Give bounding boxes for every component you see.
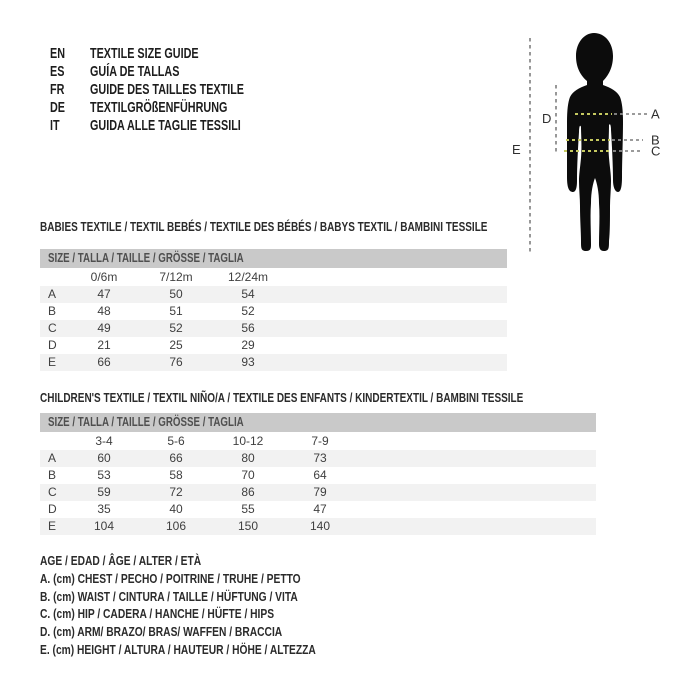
table-row: [40, 320, 507, 337]
measurement-value: 60: [97, 451, 111, 465]
measurement-value: 53: [97, 468, 111, 482]
measurement-value: 104: [93, 519, 115, 533]
legend-line: C. (cm) HIP / CADERA / HANCHE / HÜFTE / HIPS: [40, 607, 275, 622]
child-silhouette: [567, 33, 623, 251]
size-columns-row: [40, 432, 596, 450]
measurement-letter: D: [48, 338, 57, 352]
size-table-header: SIZE / TALLA / TAILLE / GRÖSSE / TAGLIA: [40, 413, 596, 432]
measurement-value: 66: [169, 451, 183, 465]
measurement-value: 140: [309, 519, 331, 533]
measurement-value: 52: [241, 304, 255, 318]
measurement-value: 47: [97, 287, 111, 301]
language-row: [50, 81, 304, 99]
measurement-value: 54: [241, 287, 255, 301]
measurement-letter: C: [48, 485, 57, 499]
measurement-letter: B: [48, 468, 57, 482]
section-title: CHILDREN'S TEXTILE / TEXTIL NIÑO/A / TEXTILE DES ENFANTS / KINDERTEXTIL / BAMBINI TESSILE: [40, 391, 524, 405]
measurement-value: 86: [241, 485, 255, 499]
table-row: [40, 354, 507, 371]
marker-label-a: A: [651, 106, 660, 122]
babies-textile-section: [40, 221, 599, 371]
measurement-letter: D: [48, 502, 57, 516]
language-row: [50, 45, 304, 63]
measurement-letter: A: [48, 287, 57, 301]
measurement-value: 106: [165, 519, 187, 533]
measurement-letter: B: [48, 304, 57, 318]
table-row: [40, 286, 507, 303]
measurement-value: 59: [97, 485, 111, 499]
measurement-value: 51: [169, 304, 183, 318]
language-list: [50, 45, 304, 135]
marker-label-c: C: [651, 143, 661, 159]
measurement-value: 73: [313, 451, 327, 465]
measurement-letter: E: [48, 519, 57, 533]
row-label-spacer: [40, 268, 68, 286]
measurement-value: 72: [169, 485, 183, 499]
measurement-value: 55: [241, 502, 255, 516]
language-code: DE: [50, 99, 66, 116]
table-row: [40, 450, 596, 467]
childrens-textile-section: [40, 392, 644, 535]
measurement-value: 76: [169, 355, 183, 369]
measurement-legend: [40, 553, 376, 660]
size-column-header: 7/12m: [159, 270, 193, 284]
measurement-value: 58: [169, 468, 183, 482]
language-row: [50, 117, 304, 135]
size-column-header: 12/24m: [227, 270, 269, 284]
table-row: [40, 337, 507, 354]
size-table: [40, 413, 596, 535]
measurement-value: 29: [241, 338, 255, 352]
measurement-value: 64: [313, 468, 327, 482]
legend-line: B. (cm) WAIST / CINTURA / TAILLE / HÜFTUNG / VITA: [40, 589, 298, 604]
size-table: [40, 249, 507, 371]
language-row: [50, 63, 304, 81]
table-row: [40, 303, 507, 320]
language-code: EN: [50, 45, 66, 62]
row-label-spacer: [40, 432, 68, 450]
table-row: [40, 501, 596, 518]
measurement-value: 150: [237, 519, 259, 533]
marker-label-d: D: [542, 111, 552, 126]
language-title: GUIDE DES TAILLES TEXTILE: [90, 81, 245, 98]
language-code: FR: [50, 81, 65, 98]
marker-label-e: E: [512, 142, 521, 157]
measurement-value: 79: [313, 485, 327, 499]
size-column-header: 3-4: [95, 434, 113, 448]
measurement-letter: C: [48, 321, 57, 335]
measurement-value: 35: [97, 502, 111, 516]
legend-line: A. (cm) CHEST / PECHO / POITRINE / TRUHE / PETTO: [40, 571, 301, 586]
language-title: TEXTILGRÖßENFÜHRUNG: [90, 99, 228, 116]
legend-line: AGE / EDAD / ÂGE / ALTER / ETÀ: [40, 554, 202, 568]
measurement-letter: A: [48, 451, 57, 465]
measurement-value: 40: [169, 502, 183, 516]
marker-label-b: B: [651, 132, 660, 148]
size-columns-row: [40, 268, 507, 286]
measurement-value: 21: [97, 338, 111, 352]
measurement-value: 50: [169, 287, 183, 301]
measurement-value: 70: [241, 468, 255, 482]
measurement-value: 56: [241, 321, 255, 335]
table-row: [40, 467, 596, 484]
size-column-header: 5-6: [167, 434, 185, 448]
size-column-header: 7-9: [311, 434, 329, 448]
measurement-value: 66: [97, 355, 111, 369]
language-code: IT: [50, 117, 60, 134]
legend-line: E. (cm) HEIGHT / ALTURA / HAUTEUR / HÖHE / ALTEZZA: [40, 642, 316, 657]
language-title: GUIDA ALLE TAGLIE TESSILI: [90, 117, 241, 134]
measurement-value: 25: [169, 338, 183, 352]
table-row: [40, 518, 596, 535]
language-code: ES: [50, 63, 65, 80]
language-row: [50, 99, 304, 117]
measurement-letter: E: [48, 355, 57, 369]
size-column-header: 0/6m: [90, 270, 118, 284]
measurement-value: 47: [313, 502, 327, 516]
legend-line: D. (cm) ARM/ BRAZO/ BRAS/ WAFFEN / BRACCIA: [40, 625, 283, 640]
measurement-value: 93: [241, 355, 255, 369]
language-title: GUÍA DE TALLAS: [90, 63, 180, 80]
language-title: TEXTILE SIZE GUIDE: [90, 45, 199, 62]
measurement-value: 80: [241, 451, 255, 465]
measurement-value: 48: [97, 304, 111, 318]
size-table-header: SIZE / TALLA / TAILLE / GRÖSSE / TAGLIA: [40, 249, 507, 268]
table-row: [40, 484, 596, 501]
section-title: BABIES TEXTILE / TEXTIL BEBÉS / TEXTILE DES BÉBÉS / BABYS TEXTIL / BAMBINI TESSILE: [40, 220, 488, 234]
measurement-value: 49: [97, 321, 111, 335]
measurement-value: 52: [169, 321, 183, 335]
size-column-header: 10-12: [232, 434, 264, 448]
